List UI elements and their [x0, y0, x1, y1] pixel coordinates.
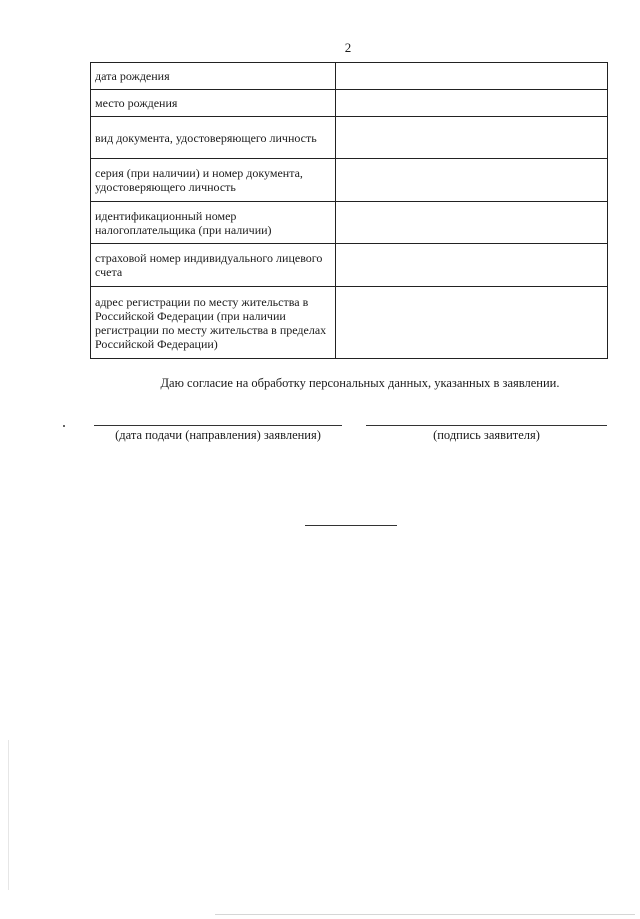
table-row — [91, 244, 608, 287]
date-signature-label: (дата подачи (направления) заявления) — [115, 428, 321, 442]
end-of-document-rule — [305, 525, 397, 526]
row-label-id-document-type: вид документа, удостоверяющего личность — [91, 117, 336, 159]
table-row — [91, 90, 608, 117]
applicant-signature-line[interactable] — [366, 425, 607, 426]
row-value-taxpayer-id[interactable] — [336, 202, 608, 244]
table-row — [91, 117, 608, 159]
applicant-signature-label: (подпись заявителя) — [433, 428, 540, 442]
table-row — [91, 287, 608, 359]
scan-edge-bottom — [215, 914, 635, 915]
table-row — [91, 202, 608, 244]
row-label-registration-address: адрес регистрации по месту жительства в Российской Федерации (при наличии регистрации по месту жительства в пределах Российской Федерации) — [91, 287, 336, 359]
scan-edge-left — [8, 740, 9, 890]
applicant-data-table — [90, 62, 608, 359]
row-label-taxpayer-id: идентификационный номер налогоплательщика (при наличии) — [91, 202, 336, 244]
row-label-birth-date: дата рождения — [91, 63, 336, 90]
row-label-birth-place: место рождения — [91, 90, 336, 117]
row-value-id-document-number[interactable] — [336, 159, 608, 202]
table-row — [91, 159, 608, 202]
row-value-registration-address[interactable] — [336, 287, 608, 359]
consent-statement: Даю согласие на обработку персональных данных, указанных в заявлении. — [160, 376, 560, 390]
date-signature-line[interactable] — [94, 425, 342, 426]
row-label-snils: страховой номер индивидуального лицевого счета — [91, 244, 336, 287]
page-number: 2 — [344, 40, 352, 55]
table-row — [91, 63, 608, 90]
margin-dot — [63, 425, 65, 427]
row-value-id-document-type[interactable] — [336, 117, 608, 159]
row-label-id-document-number: серия (при наличии) и номер документа, удостоверяющего личность — [91, 159, 336, 202]
row-value-birth-date[interactable] — [336, 63, 608, 90]
row-value-birth-place[interactable] — [336, 90, 608, 117]
row-value-snils[interactable] — [336, 244, 608, 287]
